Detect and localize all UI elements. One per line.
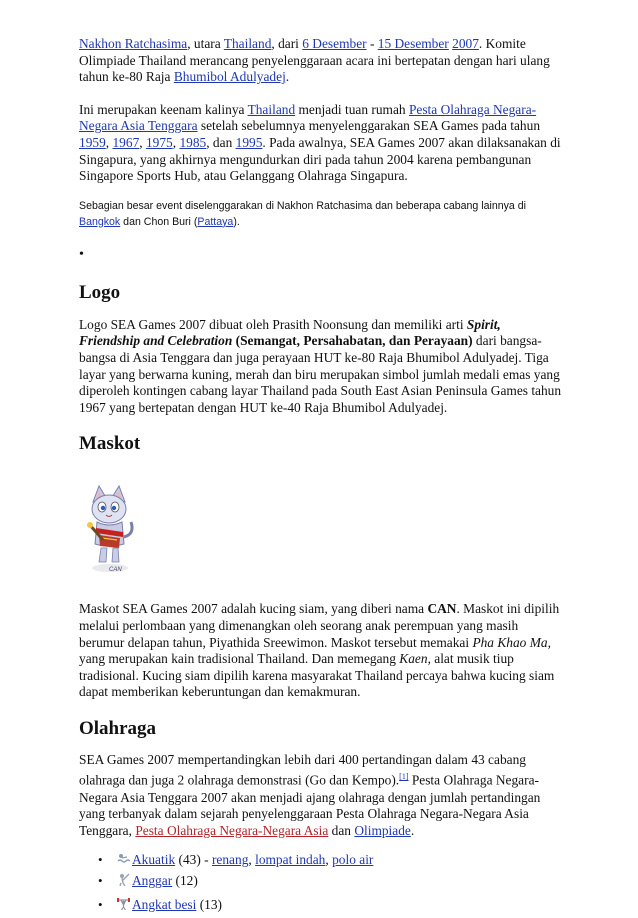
text-link[interactable]: Thailand — [247, 101, 296, 117]
text-run: (43) - — [175, 852, 212, 868]
logo-heading: Logo — [79, 281, 121, 303]
text-link[interactable]: Bangkok — [79, 215, 121, 228]
text-run: Kaen — [399, 651, 428, 667]
swimming-icon — [117, 852, 130, 865]
text-run: , yang merupakan kain tradisional Thailand. Dan memegang — [79, 634, 551, 667]
text-run: Ini merupakan keenam kalinya — [79, 101, 248, 117]
text-run: . Komite Olimpiade Thailand merancang penyelenggaraan acara ini bertepatan dengan hari ulang tahun ke-80 Raja — [79, 36, 550, 85]
text-run: - — [366, 36, 378, 51]
text-link[interactable]: polo air — [332, 852, 374, 868]
text-run: , — [139, 134, 146, 150]
text-run: dari bangsa-bangsa di Asia Tenggara dan juga perayaan HUT ke-80 Raja Bhumibol Adulyadej. Tiga layar yang berwarna kuning, merah dan biru merupakan simbol jumlah medali emas yang diperoleh kontingen cabang layar Thailand pada South East Asian Peninsula Games tahun 1967 yang bertepatan dengan HUT ke-40 Raja Bhumibol Adulyadej. — [79, 333, 562, 415]
text-link[interactable]: 6 Desember — [302, 36, 367, 51]
text-link[interactable]: Thailand — [223, 36, 272, 51]
intro-paragraph-3 — [79, 198, 563, 230]
olahraga-paragraph — [79, 752, 563, 839]
text-run: Spirit, Friendship and Celebration — [79, 316, 501, 349]
text-link[interactable]: renang — [211, 852, 249, 868]
list-item — [79, 897, 563, 913]
text-link[interactable]: Akuatik — [132, 852, 176, 868]
text-run: Maskot SEA Games 2007 adalah kucing siam, yang diberi nama — [79, 601, 428, 617]
text-run: , — [172, 134, 180, 150]
article — [79, 36, 563, 918]
text-run: dan — [328, 822, 355, 838]
text-run: (Semangat, Persahabatan, dan Perayaan) — [232, 333, 473, 349]
text-run: . Pada awalnya, SEA Games 2007 akan dilaksanakan di Singapura, yang akhirnya mengundurkan diri pada tahun 2004 karena pembangunan Singapore Sports Hub, atau Gelanggang Olahraga Singapura. — [79, 134, 561, 184]
text-link[interactable]: lompat indah — [255, 852, 326, 868]
maskot-paragraph — [79, 601, 563, 701]
text-link[interactable]: 2007 — [452, 36, 479, 51]
text-link[interactable]: Anggar — [132, 873, 173, 889]
text-link[interactable]: Pesta Olahraga Negara-Negara Asia — [135, 822, 329, 838]
logo-paragraph — [79, 317, 563, 417]
text-link[interactable]: Angkat besi — [132, 897, 197, 913]
text-link[interactable]: Olimpiade — [354, 822, 411, 838]
mascot-image — [79, 482, 141, 574]
text-link[interactable]: 1967 — [112, 134, 140, 150]
text-run: , — [325, 852, 333, 868]
text-run: (12) — [172, 873, 198, 889]
text-run: Pha Khao Ma — [472, 634, 548, 650]
list-item — [79, 852, 563, 868]
text-link[interactable]: 1985 — [179, 134, 207, 150]
text-link[interactable]: 1959 — [79, 134, 106, 150]
text-link[interactable]: 15 Desember — [377, 36, 449, 51]
citation-link[interactable]: [1] — [399, 772, 409, 782]
intro-paragraph-2 — [79, 102, 563, 185]
text-run: ). — [233, 215, 240, 228]
text-link[interactable]: Pesta Olahraga Negara-Negara Asia Tenggara — [79, 101, 537, 134]
text-link[interactable]: 1975 — [145, 134, 173, 150]
empty-bullet: • — [79, 246, 84, 262]
text-run: SEA Games 2007 mempertandingkan lebih dari 400 pertandingan dalam 43 cabang olahraga dan juga 2 olahraga demonstrasi (Go dan Kempo). — [79, 751, 526, 788]
text-link[interactable]: Nakhon Ratchasima — [79, 36, 188, 51]
text-run: . — [410, 822, 415, 838]
text-run: Sebagian besar event diselenggarakan di Nakhon Ratchasima dan beberapa cabang lainnya di — [79, 199, 527, 212]
text-run: dan Chon Buri ( — [120, 215, 198, 228]
text-run: , — [248, 852, 256, 868]
list-item — [79, 873, 563, 889]
fencing-icon — [117, 873, 130, 886]
text-run: , utara — [187, 36, 224, 51]
olahraga-heading: Olahraga — [79, 717, 157, 739]
text-link[interactable]: Pattaya — [197, 215, 234, 228]
text-run: Logo SEA Games 2007 dibuat oleh Prasith Noonsung dan memiliki arti — [79, 316, 467, 332]
intro-paragraph-1 — [79, 36, 563, 86]
sports-list — [79, 852, 563, 913]
weightlifting-icon — [117, 897, 130, 910]
text-run: , — [105, 134, 113, 150]
text-run: menjadi tuan rumah — [295, 101, 409, 117]
text-run: CAN — [427, 601, 457, 617]
text-run: Pesta Olahraga Negara-Negara Asia Tenggara 2007 akan menjadi ajang olahraga dengan jumlah pertandingan yang terbanyak dalam sejarah penyelenggaraan Pesta Olahraga Negara-Negara Asia Tenggara, — [79, 772, 541, 838]
text-run: . — [285, 69, 290, 85]
text-run: (13) — [196, 897, 223, 913]
text-link[interactable]: 1995 — [235, 134, 263, 150]
text-link[interactable]: Bhumibol Adulyadej — [173, 69, 286, 85]
text-run: , alat musik tiup tradisional. Kucing siam dipilih karena masyarakat Thailand percaya bahwa kucing siam dapat memberikan keberuntungan dan kemakmuran. — [79, 651, 555, 700]
text-run: . Maskot ini dipilih melalui perlombaan yang dimenangkan oleh seorang anak perempuan yang masih berumur delapan tahun, Piyathida Sreewimon. Maskot tersebut memakai — [79, 601, 560, 650]
text-run: , dan — [206, 134, 236, 150]
text-run: , dari — [271, 36, 303, 51]
mascot-caption: CAN — [109, 567, 122, 574]
maskot-heading: Maskot — [79, 433, 141, 455]
text-run: setelah sebelumnya menyelenggarakan SEA Games pada tahun — [197, 118, 541, 134]
